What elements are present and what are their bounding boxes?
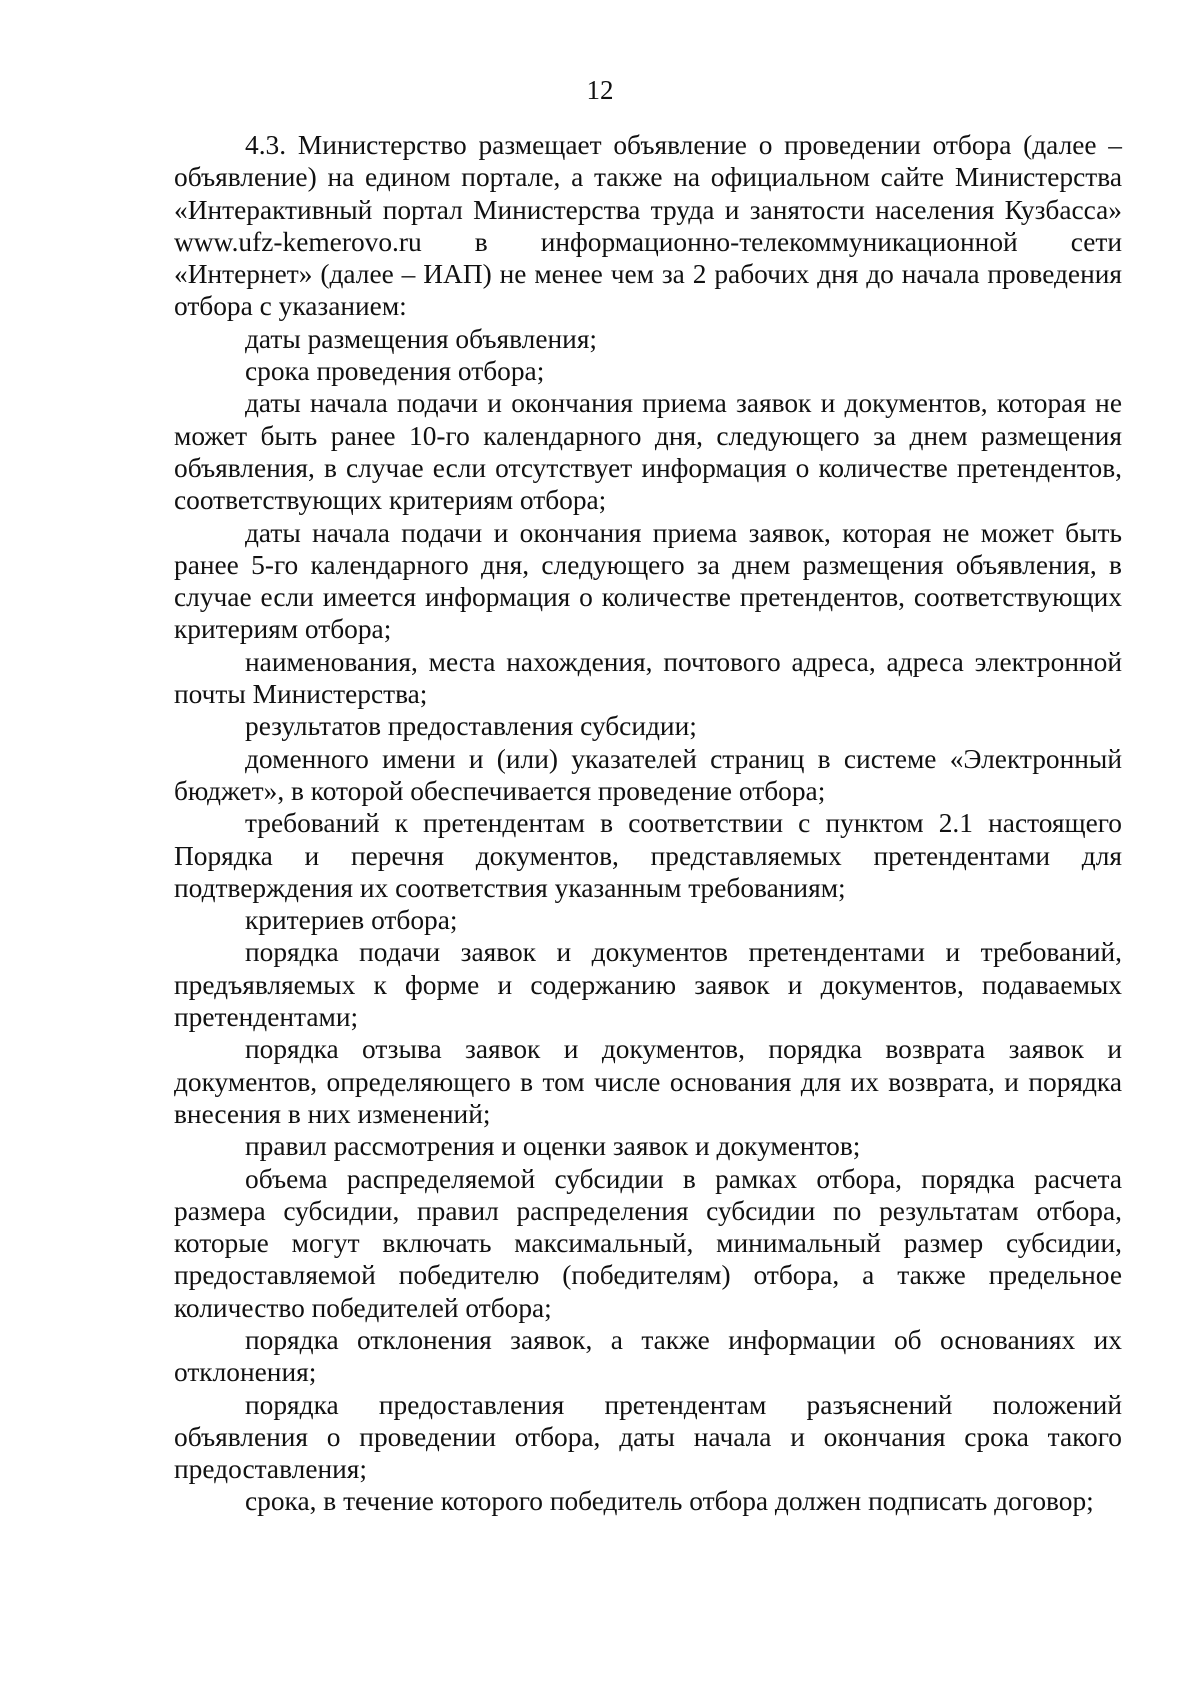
list-item-subsidy-results: результатов предоставления субсидии; (245, 711, 697, 742)
document-body (174, 129, 1122, 1518)
list-item-selection-criteria: критериев отбора; (245, 905, 458, 936)
list-item-clarification-procedure: порядка предоставления претендентам разъяснений положений объявления о проведении отбора, даты начала и окончания срока такого предоставления; (174, 1389, 1122, 1485)
page-number: 12 (586, 75, 614, 105)
list-item-evaluation-rules: правил рассмотрения и оценки заявок и документов; (245, 1131, 861, 1162)
list-item-submission-procedure: порядка подачи заявок и документов претендентами и требований, предъявляемых к форме и содержанию заявок и документов, подаваемых претендентами; (174, 937, 1122, 1033)
list-item-domain-name: доменного имени и (или) указателей страниц в системе «Электронный бюджет», в которой обеспечивается проведение отбора; (174, 743, 1122, 806)
list-item-ministry-contacts: наименования, места нахождения, почтового адреса, адреса электронной почты Министерства; (174, 646, 1122, 710)
paragraph-4-3-intro: 4.3. Министерство размещает объявление о проведении отбора (далее – объявление) на едином портале, а также на официальном сайте Министерства «Интерактивный портал Министерства труда и занятости населения Кузбасса» www.ufz-kemerovo.ru в информационно-телекоммуникационной сети «Интернет» (далее – ИАП) не менее чем за 2 рабочих дня до начала проведения отбора с указанием: (174, 130, 1122, 322)
list-item-application-dates-5-day: даты начала подачи и окончания приема заявок, которая не может быть ранее 5-го календарного дня, следующего за днем размещения объявления, в случае если имеется информация о количестве претендентов, соответствующих критериям отбора; (174, 517, 1122, 645)
list-item-announcement-date: даты размещения объявления; (245, 323, 598, 354)
list-item-rejection-procedure: порядка отклонения заявок, а также информации об основаниях их отклонения; (174, 1324, 1122, 1388)
list-item-withdrawal-procedure: порядка отзыва заявок и документов, порядка возврата заявок и документов, определяющего в том числе основания для их возврата, и порядка внесения в них изменений; (174, 1034, 1122, 1129)
list-item-contract-deadline: срока, в течение которого победитель отбора должен подписать договор; (245, 1486, 1094, 1517)
list-item-application-dates-10-day: даты начала подачи и окончания приема заявок и документов, которая не может быть ранее 10-го календарного дня, следующего за днем размещения объявления, в случае если отсутствует информация о количестве претендентов, соответствующих критериям отбора; (174, 388, 1122, 516)
list-item-applicant-requirements: требований к претендентам в соответствии с пунктом 2.1 настоящего Порядка и перечня документов, представляемых претендентами для подтверждения их соответствия указанным требованиям; (174, 808, 1122, 903)
list-item-subsidy-volume: объема распределяемой субсидии в рамках отбора, порядка расчета размера субсидии, правил распределения субсидии по результатам отбора, которые могут включать максимальный, минимальный размер субсидии, предоставляемой победителю (победителям) отбора, а также предельное количество победителей отбора; (174, 1163, 1122, 1323)
list-item-selection-period: срока проведения отбора; (245, 356, 545, 387)
